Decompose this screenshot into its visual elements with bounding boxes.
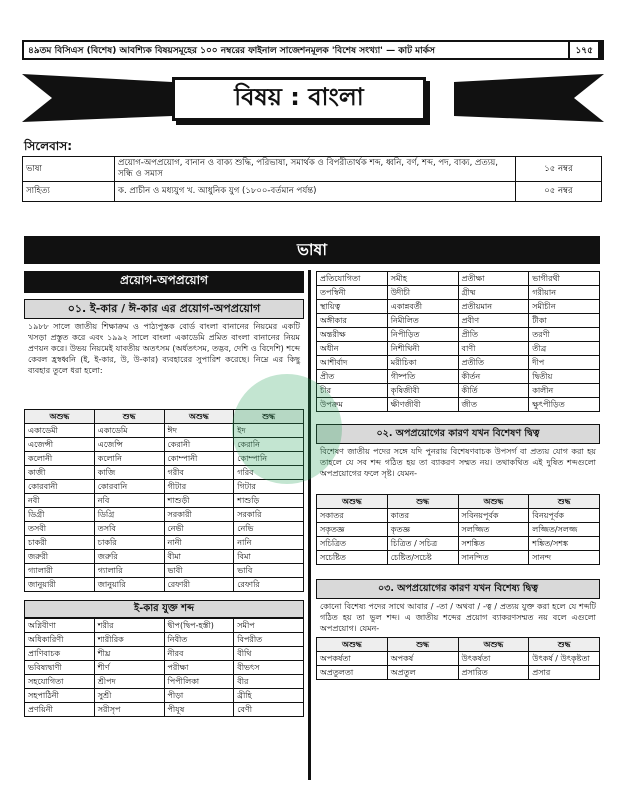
table-cell: নানি — [234, 536, 304, 550]
table-cell: তসবী — [25, 522, 95, 536]
table-row — [25, 633, 304, 647]
column-header: শুদ্ধ — [387, 638, 458, 652]
table-cell: কীর্তি — [458, 384, 529, 398]
table-cell: প্রাণিবাচক — [25, 647, 95, 661]
section-bar: ভাষা — [24, 236, 600, 264]
subsection-heading-3: ০৩. অপপ্রয়োগের কারণ যখন বিশেষ্য দ্বিত্ব — [316, 579, 600, 599]
table-cell: প্রতিযোগিতা — [317, 272, 388, 286]
table-cell: প্রসারিত — [458, 666, 529, 680]
header-text: ৪৯তম বিসিএস (বিশেষ) আবশ্যিক বিষয়সমূহের ১০০ নম্বরের ফাইনাল সাজেশনমূলক 'বিশেষ সংখ্যা' — কাট মার্কস — [28, 45, 435, 56]
subsection-heading-2: ০২. অপপ্রয়োগের কারণ যখন বিশেষণ দ্বিত্ব — [316, 424, 600, 444]
column-header: অশুদ্ধ — [458, 638, 529, 652]
table-cell: জানুয়ারি — [94, 578, 164, 592]
table-row — [317, 356, 600, 370]
table-cell: পীড়া — [164, 689, 234, 703]
table-row — [317, 384, 600, 398]
table-header-row — [317, 638, 600, 652]
syllabus-heading: সিলেবাস: — [24, 139, 73, 153]
table-row — [317, 666, 600, 680]
table-cell: একান্নবর্তী — [387, 300, 458, 314]
column-header: শুদ্ধ — [94, 410, 164, 424]
table-cell: কাজী — [25, 466, 95, 480]
table-cell: সবিনয়পূর্বক — [458, 509, 529, 523]
table-cell: উৎকর্ষতা — [458, 652, 529, 666]
table-cell: গ্রীষ্ম — [458, 286, 529, 300]
table-cell: ভাবি — [234, 564, 304, 578]
table-cell: বেণী — [234, 703, 304, 717]
table-row — [317, 342, 600, 356]
table-cell: নিমীলিত — [387, 314, 458, 328]
table-row — [25, 578, 304, 592]
table-cell: নবি — [94, 494, 164, 508]
table-cell: নেভি — [234, 522, 304, 536]
table-cell: উপক্রম — [317, 398, 388, 412]
table-cell: ডিগ্রি — [94, 508, 164, 522]
table-cell: দ্বীপ(দ্বিপ-হস্তী) — [164, 619, 234, 633]
table-cell: সরীসৃপ — [94, 703, 164, 717]
table-cell: কৃষিজীবী — [387, 384, 458, 398]
column-header: শুদ্ধ — [529, 638, 600, 652]
intro-paragraph: ১৯৮৮ সালে জাতীয় শিক্ষাক্রম ও পাঠ্যপুস্তক বোর্ড বাংলা বানানের নিয়মের একটি খসড়া প্রস্তুত করে এবং ১৯৯২ সালে বাংলা একাডেমি প্রমিত বাংলা বানানের নিয়ম প্রণয়ন করে। উভয় নিয়মেই যাবতীয় অতৎসম (অর্ধতৎসম, তদ্ভব, দেশি ও বিদেশি) শব্দে কেবল হ্রস্বধ্বনি (ই, ই-কার, উ, উ-কার) ব্যবহারের সুপারিশ করেছে। নিম্নে এর কিছু ব্যবহার তুলে ধরা হলো: — [28, 322, 300, 375]
column-divider — [308, 270, 311, 780]
table-cell: কলোনি — [94, 452, 164, 466]
running-header — [22, 40, 604, 60]
table-cell: টীকা — [529, 314, 600, 328]
table-cell: প্রবীণ — [458, 314, 529, 328]
table-cell: প্রতীতি — [458, 356, 529, 370]
table-cell: শীঘ্র — [94, 647, 164, 661]
table-cell: চিত্রিত / সচিত্র — [387, 537, 458, 551]
column-header: অশুদ্ধ — [458, 495, 529, 509]
table-cell: চেষ্টিত/সচেষ্ট — [387, 551, 458, 565]
table-cell: শ্রীপদ — [94, 675, 164, 689]
table-cell: অপ্রতুলতা — [317, 666, 388, 680]
table-cell: লজ্জিত/সলজ্জ — [529, 523, 600, 537]
table-cell: সচিত্রিত — [317, 537, 388, 551]
table-row — [25, 661, 304, 675]
table-cell: শীর্ণ — [94, 661, 164, 675]
column-header: অশুদ্ধ — [317, 495, 388, 509]
table-row — [317, 551, 600, 565]
table-cell: চাকরি — [94, 536, 164, 550]
table-cell: অধীন — [317, 342, 388, 356]
right-column — [316, 271, 600, 680]
table-cell: প্রসার — [529, 666, 600, 680]
table-cell: ইদ — [234, 424, 304, 438]
table-cell: নিপীড়িত — [387, 328, 458, 342]
table-cell: বীভৎস — [234, 661, 304, 675]
table-cell: কোরবানী — [25, 480, 95, 494]
table-cell: তীব্র — [529, 342, 600, 356]
table-header-row — [317, 495, 600, 509]
table-cell: বীমা — [164, 550, 234, 564]
table-cell: ভবিষ্যদ্বাণী — [25, 661, 95, 675]
table-row — [25, 689, 304, 703]
table-cell: সহযোগিতা — [25, 675, 95, 689]
table-row: সাহিত্য ক. প্রাচীন ও মধ্যযুগ খ. আধুনিক যুগ (১৮০০-বর্তমান পর্যন্ত) ০৫ নম্বর — [23, 182, 602, 202]
table-cell: বিপরীত — [234, 633, 304, 647]
table-row — [317, 523, 600, 537]
table-cell: জানুয়ারী — [25, 578, 95, 592]
table-cell: সানন্দ — [529, 551, 600, 565]
table-cell: প্রণয়িনী — [25, 703, 95, 717]
table-cell: চাকরী — [25, 536, 95, 550]
table-cell: নেভী — [164, 522, 234, 536]
table-cell: ঈদ — [164, 424, 234, 438]
table-cell: অঙ্গীকার — [317, 314, 388, 328]
table-cell: নানী — [164, 536, 234, 550]
table-cell: জরুরি — [94, 550, 164, 564]
table-cell: গ্যালারী — [25, 564, 95, 578]
table-cell: কাতর — [387, 509, 458, 523]
table-cell: নবী — [25, 494, 95, 508]
table-row — [317, 272, 600, 286]
table-row — [25, 508, 304, 522]
spelling-table-3 — [316, 271, 600, 412]
table-cell: ক্ষুৎপীড়িত — [529, 398, 600, 412]
table-cell: প্রীতি — [458, 328, 529, 342]
table-cell: গিটার — [234, 480, 304, 494]
spelling-table-2 — [24, 618, 304, 717]
table-cell: কোরবানি — [94, 480, 164, 494]
table-cell: একাডেমী — [25, 424, 95, 438]
table-row — [317, 537, 600, 551]
table-cell: নিশীথিনী — [387, 342, 458, 356]
table-cell: ভাগীরথী — [529, 272, 600, 286]
table-cell: কাজি — [94, 466, 164, 480]
watermark-logo — [232, 374, 342, 484]
table-cell: রেফারি — [234, 578, 304, 592]
table-cell: শরীর — [94, 619, 164, 633]
column-header: অশুদ্ধ — [164, 410, 234, 424]
subject-title: বিষয় : বাংলা — [172, 77, 426, 121]
table-cell: নিবীত — [164, 633, 234, 647]
table-cell: পরীক্ষা — [164, 661, 234, 675]
table-row — [25, 522, 304, 536]
table-cell: বাণী — [458, 342, 529, 356]
table-cell: সহপাঠিনী — [25, 689, 95, 703]
table-cell: দীপ — [529, 356, 600, 370]
table-cell: এজেন্সী — [25, 438, 95, 452]
table-cell: ভাবী — [164, 564, 234, 578]
table-row — [317, 328, 600, 342]
table-cell: কোম্পানী — [164, 452, 234, 466]
table-row — [25, 550, 304, 564]
page-number: ১৭৫ — [568, 42, 598, 58]
table-cell: অন্তরীক্ষ — [317, 328, 388, 342]
table-cell: মরীচিকা — [387, 356, 458, 370]
table-cell: বিনয়পূর্বক — [529, 509, 600, 523]
table-row — [317, 300, 600, 314]
table-cell: নীরব — [164, 647, 234, 661]
table-row — [25, 480, 304, 494]
column-header: অশুদ্ধ — [25, 410, 95, 424]
table-row — [25, 619, 304, 633]
table-cell: সুশ্রী — [94, 689, 164, 703]
table-cell: অগ্নিবীণা — [25, 619, 95, 633]
subsection-heading-ikar: ই-কার যুক্ত শব্দ — [24, 600, 304, 618]
table-cell: কেরানী — [164, 438, 234, 452]
table-cell: প্রতীক্ষা — [458, 272, 529, 286]
table-cell: কালীন — [529, 384, 600, 398]
table-row — [317, 398, 600, 412]
column-header: শুদ্ধ — [234, 410, 304, 424]
table-row — [317, 370, 600, 384]
table-cell: গরীয়ান — [529, 286, 600, 300]
table-cell: আশীর্বাদ — [317, 356, 388, 370]
table-cell: শাশুড়ী — [164, 494, 234, 508]
table-row — [317, 509, 600, 523]
table-cell: পীযূষ — [164, 703, 234, 717]
table-cell: দ্বিতীয় — [529, 370, 600, 384]
table-cell: কীর্তন — [458, 370, 529, 384]
table-cell: রেফারী — [164, 578, 234, 592]
table-row: ভাষা প্রয়োগ-অপপ্রয়োগ, বানান ও বাক্য শুদ্ধি, পরিভাষা, সমার্থক ও বিপরীতার্থক শব্দ, ধ্বনি, বর্ণ, শব্দ, পদ, বাক্য, প্রত্যয়, সন্ধি ও সমাস ১৫ নম্বর — [23, 157, 602, 182]
table-cell: উদীচী — [387, 286, 458, 300]
table-cell: সরকারী — [164, 508, 234, 522]
table-cell: ক্ষীণজীবী — [387, 398, 458, 412]
table-cell: সচেষ্টিত — [317, 551, 388, 565]
column-header: শুদ্ধ — [529, 495, 600, 509]
table-row — [317, 314, 600, 328]
table-cell: অধিকারিণী — [25, 633, 95, 647]
spelling-table-4 — [316, 494, 600, 565]
table-cell: শাশুড়ি — [234, 494, 304, 508]
table-cell: সমীপ — [234, 619, 304, 633]
table-cell: চীর — [317, 384, 388, 398]
spelling-table-5 — [316, 637, 600, 680]
table-cell: ব্রীহি — [234, 689, 304, 703]
syllabus-table — [22, 156, 602, 202]
table-cell: সমীচীন — [529, 300, 600, 314]
table-cell: তসবি — [94, 522, 164, 536]
table-cell: বিমা — [234, 550, 304, 564]
left-column — [24, 299, 304, 717]
table-cell: গ্যালারি — [94, 564, 164, 578]
table-cell: অপ্রতুল — [387, 666, 458, 680]
paragraph-2: বিশেষণ জাতীয় পদের সঙ্গে যদি পুনরায় বিশেষণবাচক উপসর্গ বা প্রত্যয় যোগ করা হয় তাহলে যে সব শব্দ গঠিত হয় তা ব্যাকরণ সম্মত নয়। তথাকথিত এই দুষিত শব্দগুলো অপপ্রয়োগের ফলে সৃষ্ট। যেমন- — [320, 447, 596, 478]
table-cell: জরুরী — [25, 550, 95, 564]
subsection-heading: ০১. ই-কার / ঈ-কার এর প্রয়োগ-অপপ্রয়োগ — [24, 299, 304, 319]
table-cell: গীষ্পতি — [387, 370, 458, 384]
table-cell: সমীহ — [387, 272, 458, 286]
table-cell: জীত — [458, 398, 529, 412]
table-cell: অপকর্ষ — [387, 652, 458, 666]
table-cell: সকাতর — [317, 509, 388, 523]
table-cell: শারীরিক — [94, 633, 164, 647]
table-cell: একাডেমি — [94, 424, 164, 438]
table-cell: উৎকর্ষ / উৎকৃষ্টতা — [529, 652, 600, 666]
left-section-heading: প্রয়োগ-অপপ্রয়োগ — [24, 271, 304, 293]
table-cell: প্রীত — [317, 370, 388, 384]
table-cell: সানন্দিত — [458, 551, 529, 565]
table-cell: বীর — [234, 675, 304, 689]
column-header: অশুদ্ধ — [317, 638, 388, 652]
table-cell: শঙ্কিত/সশঙ্ক — [529, 537, 600, 551]
table-cell: সরকারি — [234, 508, 304, 522]
table-row — [25, 494, 304, 508]
table-cell: কলোনী — [25, 452, 95, 466]
table-row — [25, 564, 304, 578]
table-cell: প্রতীয়মান — [458, 300, 529, 314]
table-cell: কেরানি — [234, 438, 304, 452]
table-cell: ডিগ্রী — [25, 508, 95, 522]
table-cell: গরীব — [164, 466, 234, 480]
table-cell: অপকর্ষতা — [317, 652, 388, 666]
table-cell: বীথি — [234, 647, 304, 661]
table-cell: এজেন্সি — [94, 438, 164, 452]
table-cell: সশঙ্কিত — [458, 537, 529, 551]
table-row — [25, 675, 304, 689]
table-cell: সলজ্জিত — [458, 523, 529, 537]
table-cell: সকৃতজ্ঞ — [317, 523, 388, 537]
table-row — [25, 647, 304, 661]
paragraph-3: কোনো বিশেষ্য পদের সাথে আবার / -তা / অথবা / -ত্ব / প্রত্যয় যুক্ত করা হলে যে শব্দটি গঠিত হয় তা ভুল শব্দ। এ জাতীয় শব্দের প্রয়োগ ব্যাকরণসম্মত নয় বলে এগুলো অপপ্রয়োগ। যেমন- — [320, 602, 596, 633]
table-cell: তপস্বিনী — [317, 286, 388, 300]
table-cell: তরণী — [529, 328, 600, 342]
table-cell: স্থায়িত্ব — [317, 300, 388, 314]
table-row — [317, 286, 600, 300]
table-row — [25, 703, 304, 717]
table-cell: পিপীলিকা — [164, 675, 234, 689]
table-cell: কৃতজ্ঞ — [387, 523, 458, 537]
table-cell: কোম্পানি — [234, 452, 304, 466]
table-cell: গরিব — [234, 466, 304, 480]
table-cell: গীটার — [164, 480, 234, 494]
column-header: শুদ্ধ — [387, 495, 458, 509]
table-row — [25, 536, 304, 550]
table-row — [317, 652, 600, 666]
